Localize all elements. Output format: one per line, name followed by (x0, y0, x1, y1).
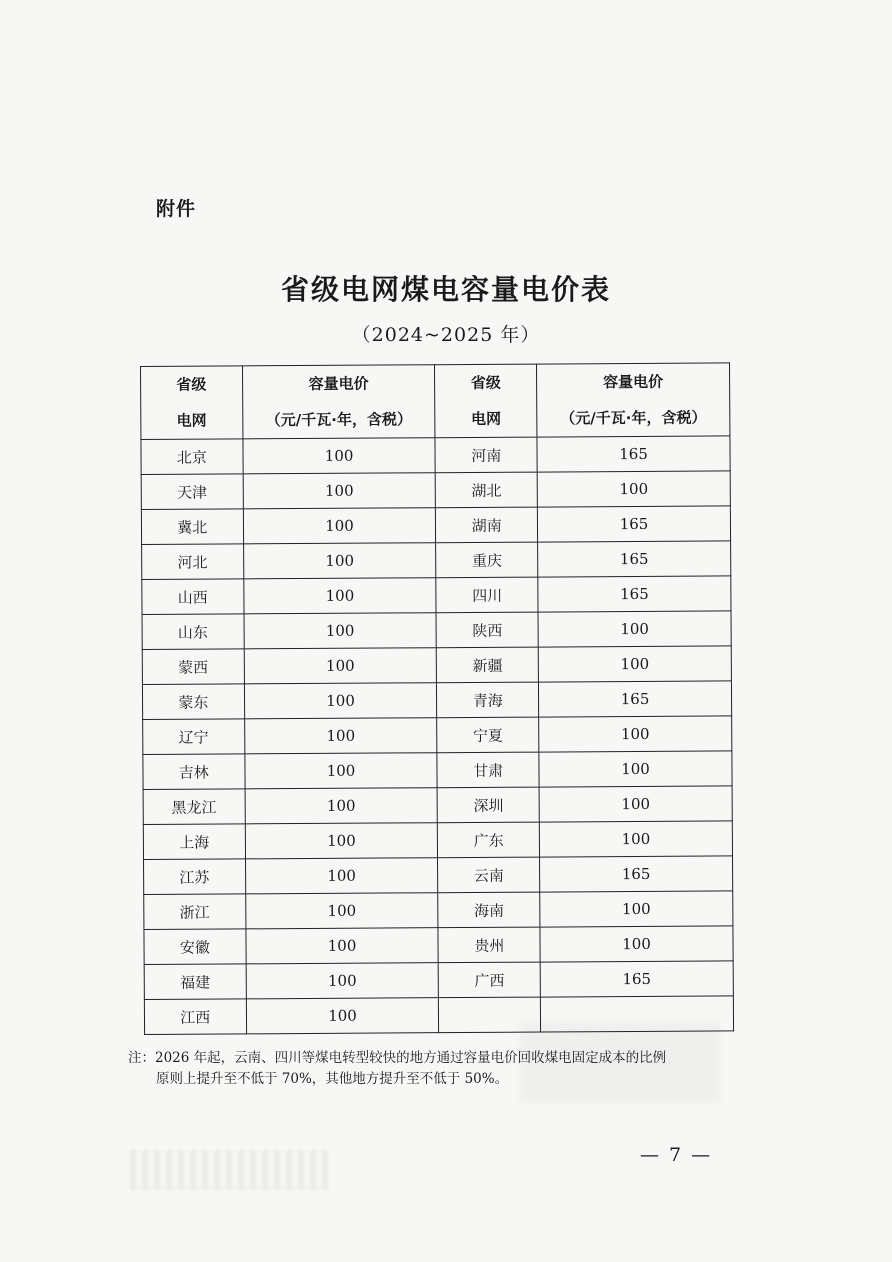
attachment-label: 附件 (156, 198, 197, 220)
table-subtitle: （2024~2025 年） (351, 324, 541, 346)
price-cell: 100 (243, 508, 436, 544)
province-cell: 重庆 (436, 542, 538, 578)
capacity-price-table (140, 362, 734, 1035)
table-row (141, 436, 730, 475)
table-header-row (141, 363, 730, 440)
table-row (143, 716, 732, 755)
price-cell: 165 (537, 436, 730, 472)
table-row (142, 576, 731, 615)
price-cell: 100 (537, 471, 730, 507)
table-row (144, 961, 733, 1000)
footnote-line-1: 注：2026 年起，云南、四川等煤电转型较快的地方通过容量电价回收煤电固定成本的比例 (128, 1050, 667, 1066)
province-cell: 江西 (144, 999, 246, 1035)
footnote-line-2: 原则上提升至不低于 70%，其他地方提升至不低于 50%。 (156, 1071, 509, 1087)
province-cell: 湖北 (436, 472, 538, 508)
province-cell: 云南 (438, 857, 540, 893)
price-cell: 100 (245, 893, 438, 929)
price-cell: 100 (539, 821, 732, 857)
table-row (144, 996, 733, 1035)
price-header: 容量电价 （元/千瓦·年，含税） (242, 365, 435, 439)
province-cell: 陕西 (436, 612, 538, 648)
table-row (143, 751, 732, 790)
province-header: 省级 电网 (141, 366, 243, 440)
price-cell: 100 (245, 823, 438, 859)
price-cell: 100 (244, 648, 437, 684)
price-cell: 100 (539, 716, 732, 752)
price-cell: 100 (242, 438, 435, 474)
province-cell: 广西 (439, 962, 541, 998)
province-cell: 广东 (438, 822, 540, 858)
price-cell: 100 (245, 788, 438, 824)
table-row (144, 926, 733, 965)
table-title: 省级电网煤电容量电价表 (280, 273, 611, 306)
province-cell: 辽宁 (143, 719, 245, 755)
price-cell: 100 (245, 928, 438, 964)
province-cell: 上海 (143, 824, 245, 860)
province-cell: 新疆 (437, 647, 539, 683)
table-row (144, 856, 733, 895)
province-cell: 河南 (435, 437, 537, 473)
price-header: 容量电价 （元/千瓦·年，含税） (537, 363, 730, 437)
province-cell: 山西 (142, 579, 244, 615)
province-cell: 吉林 (143, 754, 245, 790)
province-header: 省级 电网 (435, 364, 537, 438)
price-cell: 100 (246, 963, 439, 999)
price-cell: 100 (539, 786, 732, 822)
table-footnote (128, 1048, 728, 1090)
price-cell: 165 (538, 576, 731, 612)
province-cell: 蒙西 (142, 649, 244, 685)
price-cell: 100 (244, 683, 437, 719)
price-cell: 100 (246, 998, 439, 1034)
province-cell: 天津 (141, 474, 243, 510)
province-cell: 福建 (144, 964, 246, 1000)
province-cell: 四川 (436, 577, 538, 613)
price-cell: 100 (540, 891, 733, 927)
province-cell: 湖南 (436, 507, 538, 543)
price-cell: 100 (539, 751, 732, 787)
province-cell: 蒙东 (142, 684, 244, 720)
price-cell: 100 (244, 613, 437, 649)
page-number: — 7 — (640, 1144, 713, 1166)
province-cell: 山东 (142, 614, 244, 650)
price-cell: 165 (540, 856, 733, 892)
table-row (144, 891, 733, 930)
table-row (142, 646, 731, 685)
province-cell: 河北 (142, 544, 244, 580)
province-cell: 深圳 (438, 787, 540, 823)
province-cell: 北京 (141, 439, 243, 475)
price-cell: 100 (245, 858, 438, 894)
scan-smudge (130, 1150, 330, 1190)
province-cell: 甘肃 (437, 752, 539, 788)
price-cell: 165 (538, 681, 731, 717)
price-cell: 165 (538, 541, 731, 577)
price-cell: 100 (243, 473, 436, 509)
price-cell: 100 (538, 646, 731, 682)
province-cell: 浙江 (144, 894, 246, 930)
price-cell: 100 (538, 611, 731, 647)
price-cell: 165 (540, 961, 733, 997)
province-cell: 宁夏 (437, 717, 539, 753)
table-row (143, 786, 732, 825)
province-cell: 青海 (437, 682, 539, 718)
table-row (143, 821, 732, 860)
price-cell: 100 (243, 578, 436, 614)
price-cell (540, 996, 733, 1032)
price-cell: 100 (244, 753, 437, 789)
province-cell: 冀北 (141, 509, 243, 545)
table-row (141, 506, 730, 545)
price-cell: 100 (540, 926, 733, 962)
province-cell: 江苏 (144, 859, 246, 895)
table-row (141, 471, 730, 510)
table-row (142, 541, 731, 580)
province-cell: 贵州 (438, 927, 540, 963)
table-row (142, 611, 731, 650)
province-cell: 安徽 (144, 929, 246, 965)
province-cell: 黑龙江 (143, 789, 245, 825)
province-cell: 海南 (438, 892, 540, 928)
table-row (142, 681, 731, 720)
price-cell: 100 (243, 543, 436, 579)
price-cell: 100 (244, 718, 437, 754)
province-cell (439, 997, 541, 1033)
price-cell: 165 (537, 506, 730, 542)
